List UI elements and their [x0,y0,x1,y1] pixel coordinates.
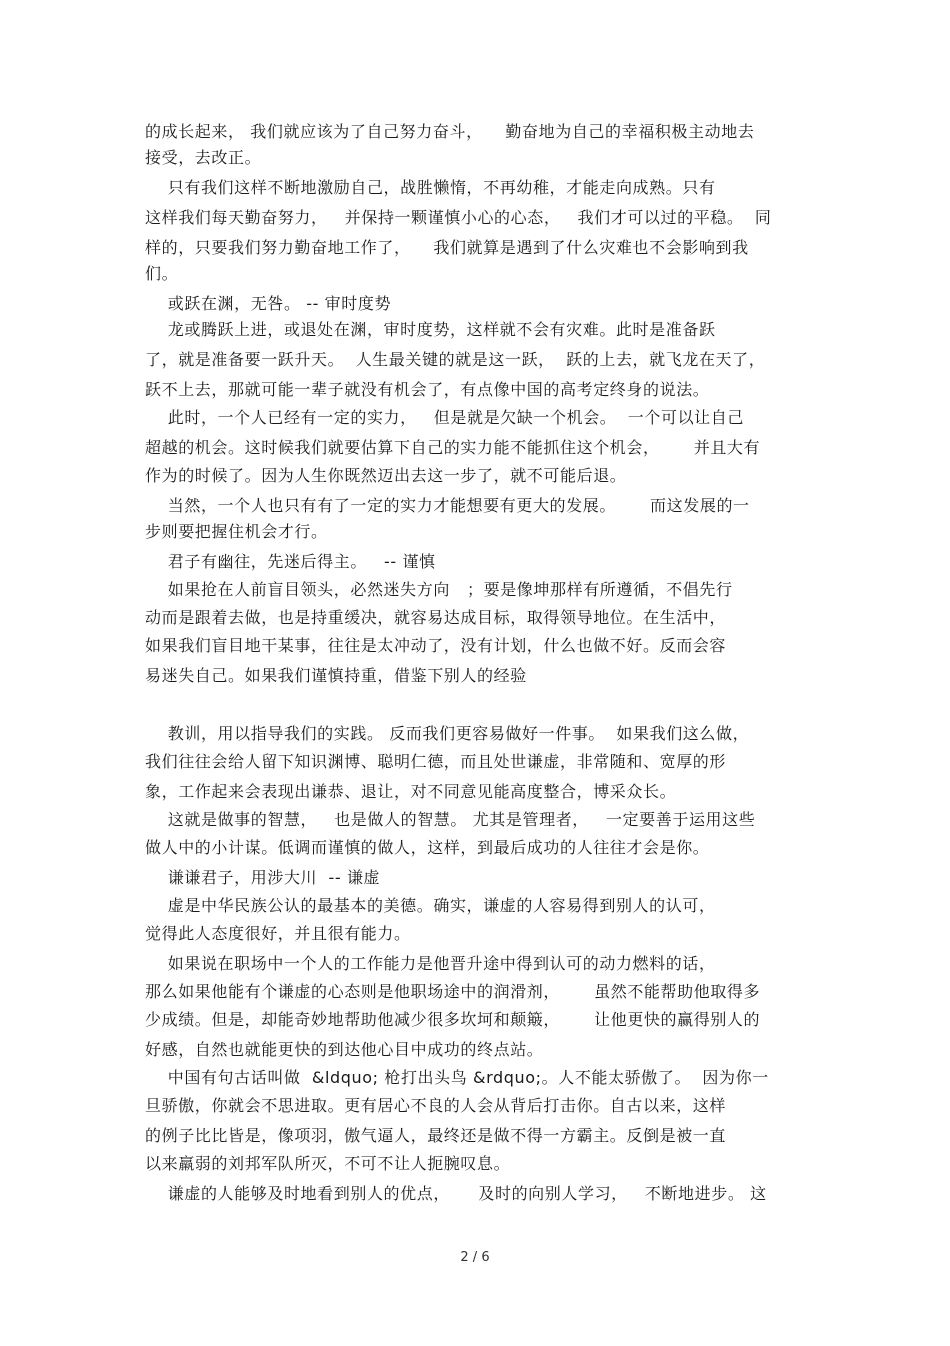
page-number: 2 / 6 [460,1250,490,1265]
text-line: 如果我们盲目地干某事，往往是太冲动了，没有计划，什么也做不好。反而会容 [145,636,727,655]
text-line: 谦谦君子，用涉大川 -- 谦虚 [145,868,381,887]
text-line: 象，工作起来会表现出谦恭、退让，对不同意见能高度整合，博采众长。 [145,782,677,801]
text-line: 虚是中华民族公认的最基本的美德。确实，谦虚的人容易得到别人的认可， [145,896,716,915]
text-line: 易迷失自己。如果我们谨慎持重，借鉴下别人的经验 [145,666,527,685]
text-line: 们。 [145,264,179,283]
text-line: 如果说在职场中一个人的工作能力是他晋升途中得到认可的动力燃料的话， [145,954,716,973]
text-line: 只有我们这样不断地激励自己，战胜懒惰，不再幼稚，才能走向成熟。只有 [145,178,716,197]
text-line: 样的，只要我们努力勤奋地工作了， 我们就算是遇到了什么灾难也不会影响到我 [145,238,749,257]
text-line: 我们往往会给人留下知识渊博、聪明仁德，而且处世谦虚，非常随和、宽厚的形 [145,752,727,771]
text-line: 跃不上去，那就可能一辈子就没有机会了，有点像中国的高考定终身的说法。 [145,380,710,399]
text-line: 如果抢在人前盲目领头，必然迷失方向 ；要是像坤那样有所遵循，不倡先行 [145,580,733,599]
text-line: 以来羸弱的刘邦军队所灭，不可不让人扼腕叹息。 [145,1154,511,1173]
text-line: 步则要把握住机会才行。 [145,522,328,541]
text-line: 中国有句古话叫做 &ldquo; 枪打出头鸟 &rdquo;。人不能太骄傲了。 因为你一 [145,1068,769,1087]
text-line: 好感，自然也就能更快的到达他心目中成功的终点站。 [145,1040,544,1059]
text-line: 君子有幽往，先迷后得主。 -- 谨慎 [145,552,436,571]
text-line: 此时，一个人已经有一定的实力， 但是就是欠缺一个机会。 一个可以让自己 [145,408,744,427]
text-line: 旦骄傲，你就会不思进取。更有居心不良的人会从背后打击你。自古以来，这样 [145,1096,727,1115]
text-line: 接受，去改正。 [145,148,262,167]
text-line: 的成长起来， 我们就应该为了自己努力奋斗， 勤奋地为自己的幸福积极主动地去 [145,122,755,141]
text-line: 做人中的小计谋。低调而谨慎的做人，这样，到最后成功的人往往才会是你。 [145,838,710,857]
text-line: 这样我们每天勤奋努力， 并保持一颗谨慎小心的心态， 我们才可以过的平稳。 同 [145,208,772,227]
text-line: 觉得此人态度很好，并且很有能力。 [145,924,411,943]
text-line: 教训，用以指导我们的实践。 反而我们更容易做好一件事。 如果我们这么做， [145,724,750,743]
text-line: 当然，一个人也只有有了一定的实力才能想要有更大的发展。 而这发展的一 [145,496,750,515]
text-line: 了，就是准备要一跃升天。 人生最关键的就是这一跃， 跃的上去，就飞龙在天了， [145,350,766,369]
text-line: 龙或腾跃上进，或退处在渊，审时度势，这样就不会有灾难。此时是准备跃 [145,320,716,339]
text-line: 动而是跟着去做，也是持重缓决，就容易达成目标，取得领导地位。在生活中， [145,608,727,627]
text-line: 作为的时候了。因为人生你既然迈出去这一步了，就不可能后退。 [145,466,627,485]
text-line: 谦虚的人能够及时地看到别人的优点， 及时的向别人学习， 不断地进步。 这 [145,1184,767,1203]
text-line: 或跃在渊，无咎。 -- 审时度势 [145,294,392,313]
text-line: 这就是做事的智慧， 也是做人的智慧。 尤其是管理者， 一定要善于运用这些 [145,810,756,829]
text-line: 少成绩。但是，却能奇妙地帮助他减少很多坎坷和颠簸， 让他更快的赢得别人的 [145,1010,761,1029]
text-line: 超越的机会。这时候我们就要估算下自己的实力能不能抓住这个机会， 并且大有 [145,438,761,457]
text-line: 的例子比比皆是，像项羽，傲气逼人，最终还是做不得一方霸主。反倒是被一直 [145,1126,727,1145]
text-line: 那么如果他能有个谦虚的心态则是他职场途中的润滑剂， 虽然不能帮助他取得多 [145,982,761,1001]
